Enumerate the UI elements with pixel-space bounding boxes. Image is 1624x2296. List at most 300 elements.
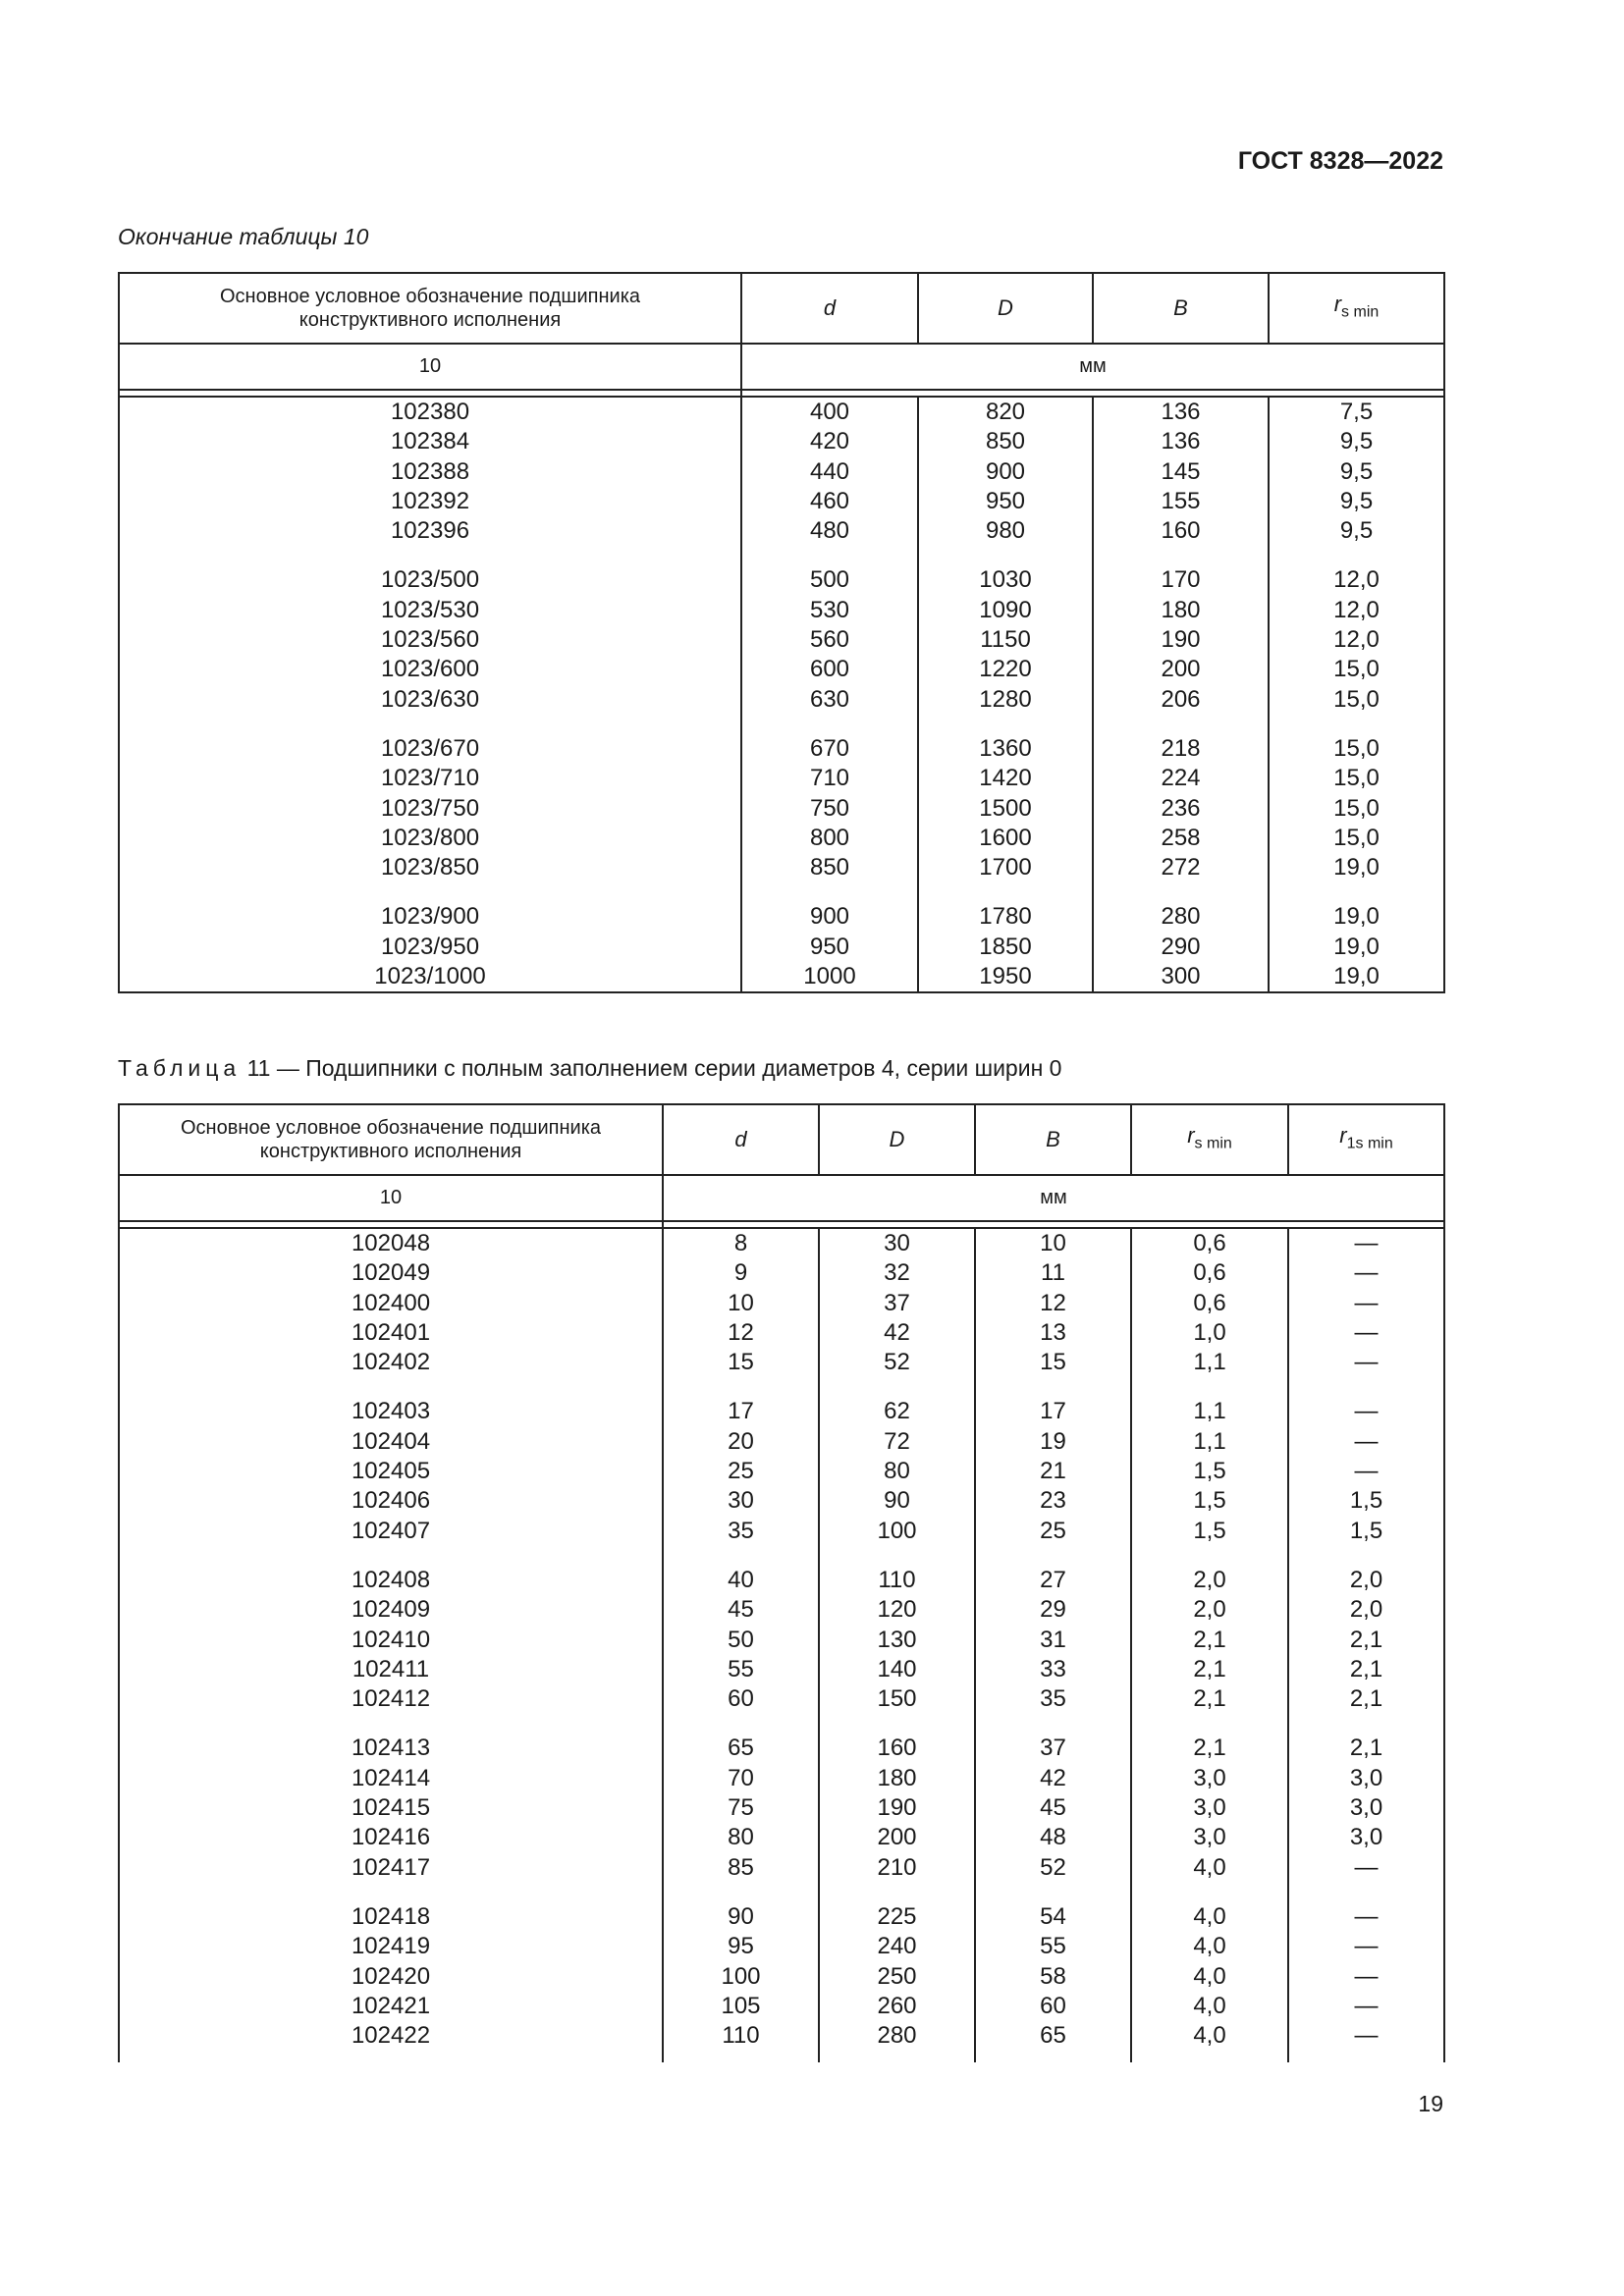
table10-B-values [1093,397,1269,992]
table-cell: 102421 [351,1992,431,2019]
table-cell: 258 [1161,824,1201,851]
table10-D-values [918,397,1093,992]
table-cell: 0,6 [1193,1230,1226,1256]
table-cell: 45 [1040,1794,1066,1822]
table-cell: 19,0 [1333,903,1380,931]
table-cell: 102407 [351,1517,431,1544]
table-cell: 11 [1041,1259,1065,1287]
row-group [1270,398,1443,546]
table-cell: 19,0 [1333,963,1380,990]
table-cell: 13 [1040,1318,1066,1346]
table-cell: 30 [728,1487,754,1515]
table-cell: 9,5 [1339,487,1374,514]
table-cell: 3,0 [1193,1824,1226,1851]
table-cell: 2,1 [1193,1735,1226,1762]
table-cell: 8 [733,1230,748,1256]
table-cell: 70 [728,1764,754,1791]
table-cell: 170 [1161,566,1201,594]
table-cell: — [1354,1289,1379,1316]
row-group [976,1734,1130,1882]
table-cell: 1,5 [1193,1458,1226,1485]
table-cell: 48 [1040,1824,1066,1851]
table-11 [118,1103,1445,2062]
row-group [1132,1566,1287,1714]
table-cell: 136 [1161,399,1201,425]
table-cell: 102400 [351,1289,431,1316]
table10-designations [119,397,741,992]
table11-units-first: 10 [119,1175,663,1221]
table-cell: 2,1 [1193,1685,1226,1713]
table-cell: 1023/800 [380,824,480,851]
table-cell: 10 [728,1289,754,1316]
row-group [742,734,917,882]
table-cell: 37 [884,1289,910,1316]
table-cell: 250 [877,1962,917,1990]
row-group [820,1734,974,1882]
table-cell: 102405 [351,1458,431,1485]
table-cell: 102416 [351,1824,431,1851]
table-cell: 1023/630 [380,685,480,713]
table-cell: 980 [985,517,1026,545]
table11-r1s-values [1288,1228,1444,2062]
table-cell: 15,0 [1333,656,1380,683]
page-number: 19 [1418,2091,1443,2116]
table-cell: 29 [1040,1596,1066,1624]
table-cell: 15,0 [1333,824,1380,851]
table-cell: 25 [1040,1517,1066,1544]
row-group [664,1229,818,1377]
table-cell: 280 [877,2022,917,2050]
row-group [976,1566,1130,1714]
table-cell: 1023/530 [380,596,480,623]
table-cell: 9,5 [1339,517,1374,545]
row-group [120,1734,662,1882]
row-group [919,902,1092,991]
table-cell: 15 [1040,1349,1066,1376]
table-cell: 4,0 [1193,1933,1226,1960]
table-cell: 35 [728,1517,754,1544]
table-cell: 1,1 [1193,1349,1226,1376]
document-code: ГОСТ 8328—2022 [1237,147,1443,175]
row-group [120,902,740,991]
table-cell: 1,5 [1193,1517,1226,1544]
table-cell: 2,1 [1193,1655,1226,1682]
row-group [919,565,1092,714]
table-cell: 1420 [979,765,1032,792]
table-cell: 54 [1040,1902,1066,1930]
table-cell: 1023/670 [380,734,480,762]
table-cell: 206 [1161,685,1201,713]
row-group [919,398,1092,546]
table-cell: 20 [728,1427,754,1455]
table10-units: мм [741,344,1444,390]
table11-caption-text: 11 — Подшипники с полным заполнением серии диаметров 4, серии ширин 0 [246,1055,1062,1081]
table-cell: 3,0 [1193,1764,1226,1791]
table-cell: 180 [877,1764,917,1791]
table-cell: 12,0 [1333,596,1380,623]
table11-col-B: B [975,1104,1131,1175]
table-cell: 102408 [351,1566,431,1593]
table-cell: 17 [728,1398,754,1425]
table-cell: 670 [809,734,850,762]
table-cell: 15,0 [1333,685,1380,713]
table11-header-row [119,1104,1444,1175]
table-cell: 80 [884,1458,910,1485]
table-cell: 102415 [351,1794,431,1822]
row-group [742,398,917,546]
table-cell: — [1354,1962,1379,1990]
table-cell: 560 [809,626,850,654]
row-group [1270,902,1443,991]
table-cell: 9,5 [1339,457,1374,485]
table-cell: 10 [1040,1230,1066,1256]
table11-col-d: d [663,1104,819,1175]
table-cell: 130 [877,1626,917,1653]
table-cell: 4,0 [1193,2022,1226,2050]
table-cell: 1023/750 [380,794,480,822]
table-cell: 4,0 [1193,1962,1226,1990]
table-cell: 4,0 [1193,1853,1226,1881]
table-cell: 12 [1040,1289,1066,1316]
table-cell: 102392 [390,487,470,514]
table-cell: 4,0 [1193,1902,1226,1930]
table-cell: 145 [1161,457,1201,485]
table-cell: 225 [877,1902,917,1930]
table-cell: 27 [1040,1566,1066,1593]
table-cell: 200 [1161,656,1201,683]
row-group [1132,1734,1287,1882]
table10-d-values [741,397,918,992]
table-cell: 7,5 [1339,399,1374,425]
table-cell: 17 [1040,1398,1066,1425]
table-cell: — [1354,1992,1379,2019]
table-cell: 25 [728,1458,754,1485]
table10-caption: Окончание таблицы 10 [118,224,369,249]
table-cell: 530 [809,596,850,623]
table-cell: 440 [809,457,850,485]
table-cell: 218 [1161,734,1201,762]
table-cell: 35 [1040,1685,1066,1713]
table10-col-d: d [741,273,918,344]
table-cell: 102403 [351,1398,431,1425]
table11-B-values [975,1228,1131,2062]
table-cell: 102396 [390,517,470,545]
table-cell: 500 [809,566,850,594]
table-cell: 1023/900 [380,903,480,931]
table-cell: — [1354,1427,1379,1455]
table11-col-designation: Основное условное обозначение подшипника конструктивного исполнения [119,1104,663,1175]
table-cell: 0,6 [1193,1289,1226,1316]
row-group [976,1397,1130,1545]
table-cell: 950 [985,487,1026,514]
table11-col-rs: $r_{s min}$ [1131,1104,1288,1175]
table-cell: 102402 [351,1349,431,1376]
table10-col-rs: $r_{s min}$ [1269,273,1444,344]
table11-d-values [663,1228,819,2062]
row-group [664,1397,818,1545]
table-cell: 60 [728,1685,754,1713]
table-cell: 2,1 [1349,1735,1383,1762]
table-cell: 3,0 [1193,1794,1226,1822]
table-cell: 19,0 [1333,933,1380,960]
table-cell: 1850 [979,933,1032,960]
table-cell: 160 [1161,517,1201,545]
table-cell: 900 [809,903,850,931]
row-group [1270,565,1443,714]
row-group [820,1229,974,1377]
row-group [120,1566,662,1714]
table-cell: 40 [728,1566,754,1593]
table11-rs-values [1131,1228,1288,2062]
table11-units-row [119,1175,1444,1221]
table-cell: 102404 [351,1427,431,1455]
table-cell: 1023/1000 [374,963,486,990]
table11-designations [119,1228,663,2062]
table10-double-rule [119,390,1444,397]
table-cell: 1023/950 [380,933,480,960]
table-cell: 900 [985,457,1026,485]
table-cell: 100 [877,1517,917,1544]
table-cell: 272 [1161,854,1201,881]
table-cell: 102411 [352,1655,430,1682]
table-cell: 2,0 [1349,1566,1383,1593]
row-group [664,1734,818,1882]
table-cell: 102422 [351,2022,431,2050]
table-cell: 102049 [351,1259,431,1287]
table-cell: 12,0 [1333,566,1380,594]
table-cell: 3,0 [1349,1764,1383,1791]
row-group [120,398,740,546]
table-cell: 52 [1040,1853,1066,1881]
table-cell: 1500 [979,794,1032,822]
table-cell: 2,1 [1349,1655,1383,1682]
table11-col-r1s: $r_{1s min}$ [1288,1104,1444,1175]
table-cell: 200 [877,1824,917,1851]
table-cell: 15,0 [1333,734,1380,762]
table-cell: 2,1 [1349,1626,1383,1653]
table-cell: 102048 [351,1230,431,1256]
table-cell: 280 [1161,903,1201,931]
table-cell: 102384 [390,428,470,455]
row-group [120,1397,662,1545]
table-cell: 1023/710 [380,765,480,792]
table-cell: 90 [884,1487,910,1515]
table-cell: 150 [877,1685,917,1713]
table-cell: 102380 [390,399,470,425]
table-cell: 3,0 [1349,1824,1383,1851]
table10-col-B: B [1093,273,1269,344]
table-cell: 42 [1040,1764,1066,1791]
table-cell: 75 [728,1794,754,1822]
table11-caption-label: Таблица [118,1055,242,1081]
table-cell: 102420 [351,1962,431,1990]
table-cell: 12,0 [1333,626,1380,654]
table-cell: 1090 [979,596,1032,623]
table-cell: 1,5 [1349,1517,1383,1544]
table-cell: 102417 [351,1853,431,1881]
row-group [120,1229,662,1377]
table-cell: 180 [1161,596,1201,623]
table-cell: 210 [877,1853,917,1881]
table-cell: 33 [1040,1655,1066,1682]
table11-caption [118,1055,1061,1082]
row-group [742,902,917,991]
table-cell: 90 [728,1902,754,1930]
table-cell: 136 [1161,428,1201,455]
table-cell: 1,0 [1193,1318,1226,1346]
table-cell: 120 [877,1596,917,1624]
row-group [820,1902,974,2051]
table11-double-rule [119,1221,1444,1228]
table-cell: 23 [1040,1487,1066,1515]
table-cell: 110 [722,2022,760,2050]
table-cell: 50 [728,1626,754,1653]
row-group [664,1902,818,2051]
table-cell: 480 [809,517,850,545]
table-cell: 102388 [390,457,470,485]
table-cell: 12 [728,1318,754,1346]
table-cell: 2,1 [1193,1626,1226,1653]
table-cell: — [1354,1853,1379,1881]
table11-col-D: D [819,1104,975,1175]
table-cell: 1,1 [1193,1398,1226,1425]
row-group [1289,1734,1443,1882]
table-cell: — [1354,1398,1379,1425]
row-group [1094,398,1268,546]
table-cell: 19 [1040,1427,1066,1455]
table-cell: 100 [721,1962,761,1990]
table-cell: 102418 [351,1902,431,1930]
row-group [1289,1902,1443,2051]
table-cell: 19,0 [1333,854,1380,881]
table-cell: 72 [884,1427,910,1455]
table-cell: 820 [985,399,1026,425]
table-cell: 290 [1161,933,1201,960]
table-cell: 190 [1161,626,1201,654]
table-cell: 55 [1040,1933,1066,1960]
table-cell: 140 [877,1655,917,1682]
table-cell: 102413 [351,1735,431,1762]
table-cell: 240 [877,1933,917,1960]
row-group [820,1566,974,1714]
table-cell: 9,5 [1339,428,1374,455]
table10-col-designation: Основное условное обозначение подшипника конструктивного исполнения [119,273,741,344]
row-group [120,734,740,882]
table-cell: — [1354,1349,1379,1376]
table-cell: 102412 [351,1685,431,1713]
row-group [1132,1229,1287,1377]
table-cell: 1150 [980,626,1031,654]
table-cell: 52 [884,1349,910,1376]
table-cell: 160 [877,1735,917,1762]
table-cell: 950 [809,933,850,960]
table-cell: 1220 [979,656,1032,683]
table-cell: 30 [884,1230,910,1256]
table-cell: 15,0 [1333,765,1380,792]
table10-units-row [119,344,1444,390]
table-cell: 1000 [803,963,856,990]
table-cell: 60 [1040,1992,1066,2019]
table-cell: 460 [809,487,850,514]
table-cell: 102419 [351,1933,431,1960]
table11-body [119,1228,1444,2062]
table-cell: — [1354,1933,1379,1960]
row-group [976,1229,1130,1377]
row-group [820,1397,974,1545]
table10-rs-values [1269,397,1444,992]
table-cell: 850 [809,854,850,881]
table-10 [118,272,1445,993]
table10-body [119,397,1444,992]
table-cell: 1023/850 [380,854,480,881]
table-cell: 1,1 [1193,1427,1226,1455]
table-cell: — [1354,1230,1379,1256]
row-group [1094,734,1268,882]
table-cell: 15,0 [1333,794,1380,822]
row-group [664,1566,818,1714]
table-cell: 9 [733,1259,748,1287]
row-group [919,734,1092,882]
row-group [120,1902,662,2051]
row-group [1289,1566,1443,1714]
table-cell: 600 [809,656,850,683]
table-cell: 710 [809,765,850,792]
table-cell: 155 [1161,487,1201,514]
table-cell: 2,0 [1193,1596,1226,1624]
table-cell: 236 [1161,794,1201,822]
table-cell: 190 [877,1794,917,1822]
row-group [1289,1397,1443,1545]
table-cell: — [1354,1458,1379,1485]
table-cell: 102410 [351,1626,431,1653]
table-cell: 420 [809,428,850,455]
table-cell: 37 [1040,1735,1066,1762]
table-cell: 0,6 [1193,1259,1226,1287]
row-group [1270,734,1443,882]
table-cell: 85 [728,1853,754,1881]
table-cell: 1950 [979,963,1032,990]
table-cell: — [1354,1318,1379,1346]
table-cell: 300 [1161,963,1201,990]
table10-col-D: D [918,273,1093,344]
row-group [120,565,740,714]
table-cell: 1600 [979,824,1032,851]
table-cell: 105 [721,1992,761,2019]
table-cell: 62 [884,1398,910,1425]
table-cell: 58 [1040,1962,1066,1990]
table-cell: 102401 [351,1318,431,1346]
table-cell: — [1354,2022,1379,2050]
table-cell: 15 [728,1349,754,1376]
table-cell: 400 [809,399,850,425]
row-group [1132,1902,1287,2051]
table-cell: 1030 [979,566,1032,594]
table-cell: 850 [985,428,1026,455]
row-group [1094,565,1268,714]
table-cell: 1023/600 [380,656,480,683]
table-cell: 32 [884,1259,910,1287]
table-cell: 3,0 [1349,1794,1383,1822]
table-cell: 45 [728,1596,754,1624]
table-cell: 110 [878,1566,916,1593]
table-cell: 102409 [351,1596,431,1624]
table-cell: 80 [728,1824,754,1851]
table10-units-first: 10 [119,344,741,390]
table-cell: 630 [809,685,850,713]
table-cell: 1023/560 [380,626,480,654]
table-cell: 65 [728,1735,754,1762]
table-cell: 800 [809,824,850,851]
